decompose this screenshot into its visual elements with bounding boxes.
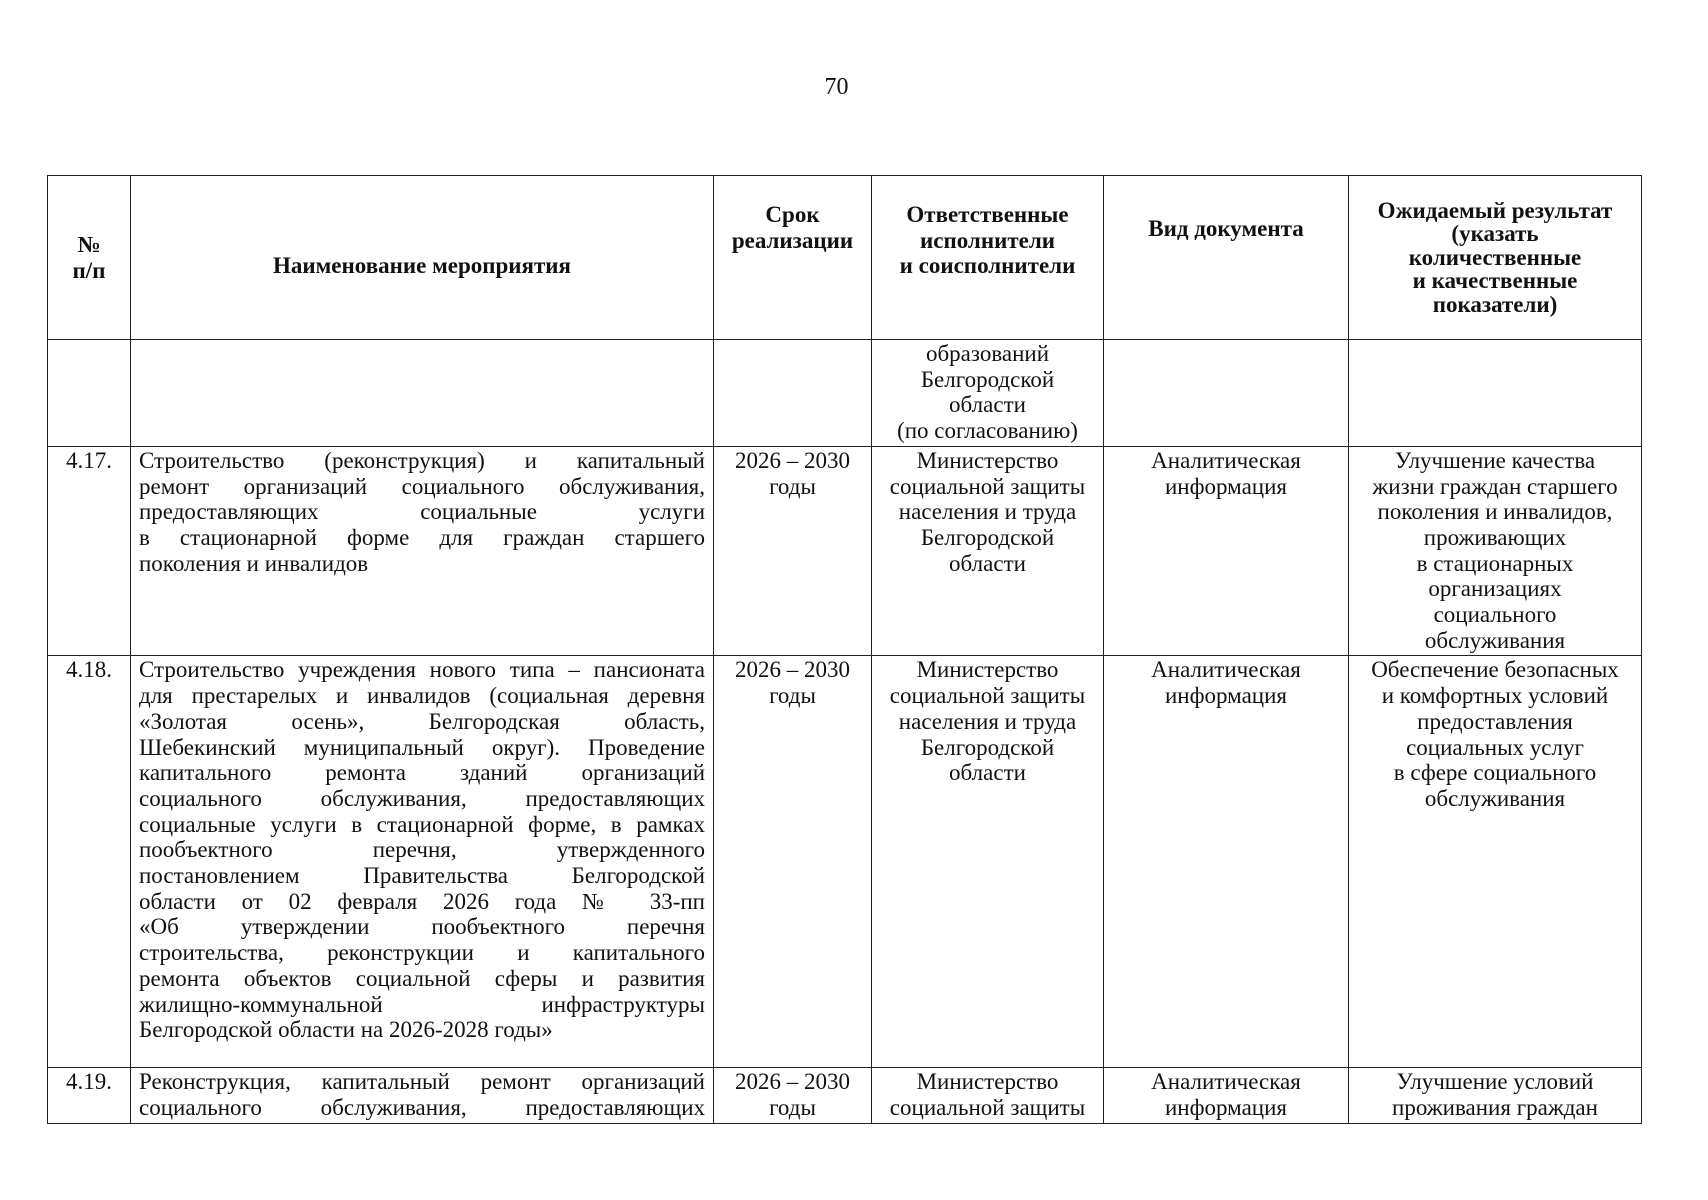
executors-line: Белгородской bbox=[920, 524, 1055, 550]
result-line: жизни граждан старшего bbox=[1372, 473, 1618, 499]
name-line: Белгородской области на 2026-2028 годы» bbox=[139, 1017, 553, 1043]
header-name-label: Наименование мероприятия bbox=[273, 252, 571, 278]
table-row bbox=[48, 656, 1642, 1068]
executors-line: социальной защиты bbox=[889, 473, 1086, 499]
result-line: проживания граждан bbox=[1392, 1095, 1598, 1121]
executors-line: Белгородской bbox=[920, 734, 1055, 760]
header-number-line: № bbox=[77, 231, 101, 257]
doc-type-line: Аналитическая bbox=[1151, 447, 1301, 473]
header-result-line: показатели) bbox=[1432, 291, 1558, 317]
executors-line: образований bbox=[925, 341, 1050, 366]
cell-term bbox=[714, 1068, 872, 1123]
cell-result bbox=[1349, 446, 1642, 656]
result-line: поколения и инвалидов, bbox=[1377, 499, 1613, 525]
name-line: социального обслуживания, предоставляющих bbox=[139, 785, 705, 811]
doc-type-line: информация bbox=[1165, 1095, 1287, 1121]
term-line: 2026 – 2030 bbox=[735, 447, 850, 473]
result-line: в стационарных bbox=[1416, 550, 1574, 576]
name-line: постановлением Правительства Белгородской bbox=[139, 863, 705, 889]
cell-executors bbox=[872, 656, 1104, 1068]
page-number: 70 bbox=[824, 74, 849, 100]
name-line: капитального ремонта зданий организаций bbox=[139, 760, 705, 786]
doc-type-line: информация bbox=[1165, 683, 1287, 709]
cell-executors bbox=[872, 446, 1104, 656]
name-line: предоставляющих социальные услуги bbox=[139, 499, 705, 525]
cell-number: 4.18. bbox=[48, 656, 131, 1068]
term-line: 2026 – 2030 bbox=[735, 657, 850, 683]
header-executors-line: и соисполнители bbox=[899, 253, 1076, 279]
executors-line: социальной защиты bbox=[889, 683, 1086, 709]
cell-term bbox=[714, 340, 872, 447]
executors-line: (по согласованию) bbox=[897, 418, 1078, 444]
measures-table bbox=[47, 175, 1642, 1124]
header-executors bbox=[872, 176, 1104, 340]
executors-line: населения и труда bbox=[898, 708, 1077, 734]
result-line: и комфортных условий bbox=[1381, 683, 1609, 709]
result-line: Обеспечение безопасных bbox=[1371, 657, 1619, 683]
name-line: социальные услуги в стационарной форме, в рамках bbox=[139, 811, 705, 837]
cell-number: 4.17. bbox=[48, 446, 131, 656]
cell-number: 4.19. bbox=[48, 1068, 131, 1123]
name-line: в стационарной форме для граждан старшего bbox=[139, 524, 705, 550]
name-line: ремонта объектов социальной сферы и развития bbox=[139, 965, 705, 991]
executors-line: Министерство bbox=[916, 1069, 1059, 1095]
header-executors-line: Ответственные bbox=[906, 202, 1069, 227]
result-line: социального bbox=[1433, 602, 1557, 628]
table-row bbox=[48, 446, 1642, 656]
name-line: Строительство учреждения нового типа – пансионата bbox=[139, 657, 705, 683]
table-row bbox=[48, 1068, 1642, 1123]
header-name bbox=[131, 176, 714, 340]
cell-name bbox=[131, 656, 714, 1068]
header-result-line: и качественные bbox=[1412, 268, 1578, 294]
result-line: Улучшение условий bbox=[1396, 1069, 1594, 1095]
cell-term bbox=[714, 446, 872, 656]
name-line: ремонт организаций социального обслуживания, bbox=[139, 473, 705, 499]
name-line: Реконструкция, капитальный ремонт организаций bbox=[139, 1069, 705, 1095]
name-line: строительства, реконструкции и капитального bbox=[139, 940, 705, 966]
executors-line: населения и труда bbox=[898, 499, 1077, 525]
executors-line: Министерство bbox=[916, 447, 1059, 473]
cell-doc-type bbox=[1104, 1068, 1349, 1123]
cell-doc-type bbox=[1104, 446, 1349, 656]
doc-type-line: Аналитическая bbox=[1151, 657, 1301, 683]
name-line: Шебекинский муниципальный округ). Проведение bbox=[139, 734, 705, 760]
cell-doc-type bbox=[1104, 656, 1349, 1068]
executors-line: области bbox=[949, 392, 1026, 418]
cell-result bbox=[1349, 340, 1642, 447]
header-result-line: (указать bbox=[1451, 221, 1539, 247]
table-row-continuation bbox=[48, 340, 1642, 447]
name-line: «Об утверждении пообъектного перечня bbox=[139, 914, 705, 940]
result-line: предоставления bbox=[1417, 708, 1573, 734]
table-header-row bbox=[48, 176, 1642, 340]
result-line: проживающих bbox=[1423, 524, 1567, 550]
header-result bbox=[1349, 176, 1642, 340]
name-line: социального обслуживания, предоставляющих bbox=[139, 1095, 705, 1121]
cell-result bbox=[1349, 1068, 1642, 1123]
name-line: жилищно-коммунальной инфраструктуры bbox=[139, 991, 705, 1017]
doc-type-line: информация bbox=[1165, 473, 1287, 499]
cell-number bbox=[48, 340, 131, 447]
name-line: «Золотая осень», Белгородская область, bbox=[139, 708, 705, 734]
cell-executors bbox=[872, 1068, 1104, 1123]
name-line: пообъектного перечня, утвержденного bbox=[139, 837, 705, 863]
header-number bbox=[48, 176, 131, 340]
result-line: в сфере социального bbox=[1393, 760, 1597, 786]
header-executors-line: исполнители bbox=[920, 227, 1055, 253]
result-line: обслуживания bbox=[1424, 785, 1566, 811]
header-term-line: Срок bbox=[765, 202, 820, 227]
term-line: годы bbox=[769, 1095, 816, 1121]
header-doc-type-label: Вид документа bbox=[1148, 216, 1304, 241]
cell-name bbox=[131, 1068, 714, 1123]
term-line: 2026 – 2030 bbox=[735, 1069, 850, 1095]
result-line: Улучшение качества bbox=[1394, 447, 1596, 473]
header-result-line: Ожидаемый результат bbox=[1377, 197, 1613, 223]
executors-line: социальной защиты bbox=[889, 1095, 1086, 1121]
result-line: социальных услуг bbox=[1406, 734, 1584, 760]
header-doc-type bbox=[1104, 176, 1349, 340]
header-result-line: количественные bbox=[1408, 244, 1582, 270]
cell-name bbox=[131, 446, 714, 656]
cell-term bbox=[714, 656, 872, 1068]
name-line: Строительство (реконструкция) и капитальный bbox=[139, 447, 705, 473]
name-line: поколения и инвалидов bbox=[139, 550, 369, 576]
term-line: годы bbox=[769, 683, 816, 709]
executors-line: области bbox=[949, 760, 1026, 786]
name-line: области от 02 февраля 2026 года № 33-пп bbox=[139, 888, 705, 914]
result-line: организациях bbox=[1428, 576, 1562, 602]
executors-line: Министерство bbox=[916, 657, 1059, 683]
name-line: для престарелых и инвалидов (социальная деревня bbox=[139, 683, 705, 709]
header-term-line: реализации bbox=[731, 227, 854, 253]
doc-type-line: Аналитическая bbox=[1151, 1069, 1301, 1095]
header-term bbox=[714, 176, 872, 340]
cell-executors bbox=[872, 340, 1104, 447]
executors-line: Белгородской bbox=[920, 366, 1055, 392]
header-number-line: п/п bbox=[72, 257, 106, 283]
cell-doc-type bbox=[1104, 340, 1349, 447]
term-line: годы bbox=[769, 473, 816, 499]
cell-result bbox=[1349, 656, 1642, 1068]
result-line: обслуживания bbox=[1424, 627, 1566, 653]
cell-name bbox=[131, 340, 714, 447]
executors-line: области bbox=[949, 550, 1026, 576]
